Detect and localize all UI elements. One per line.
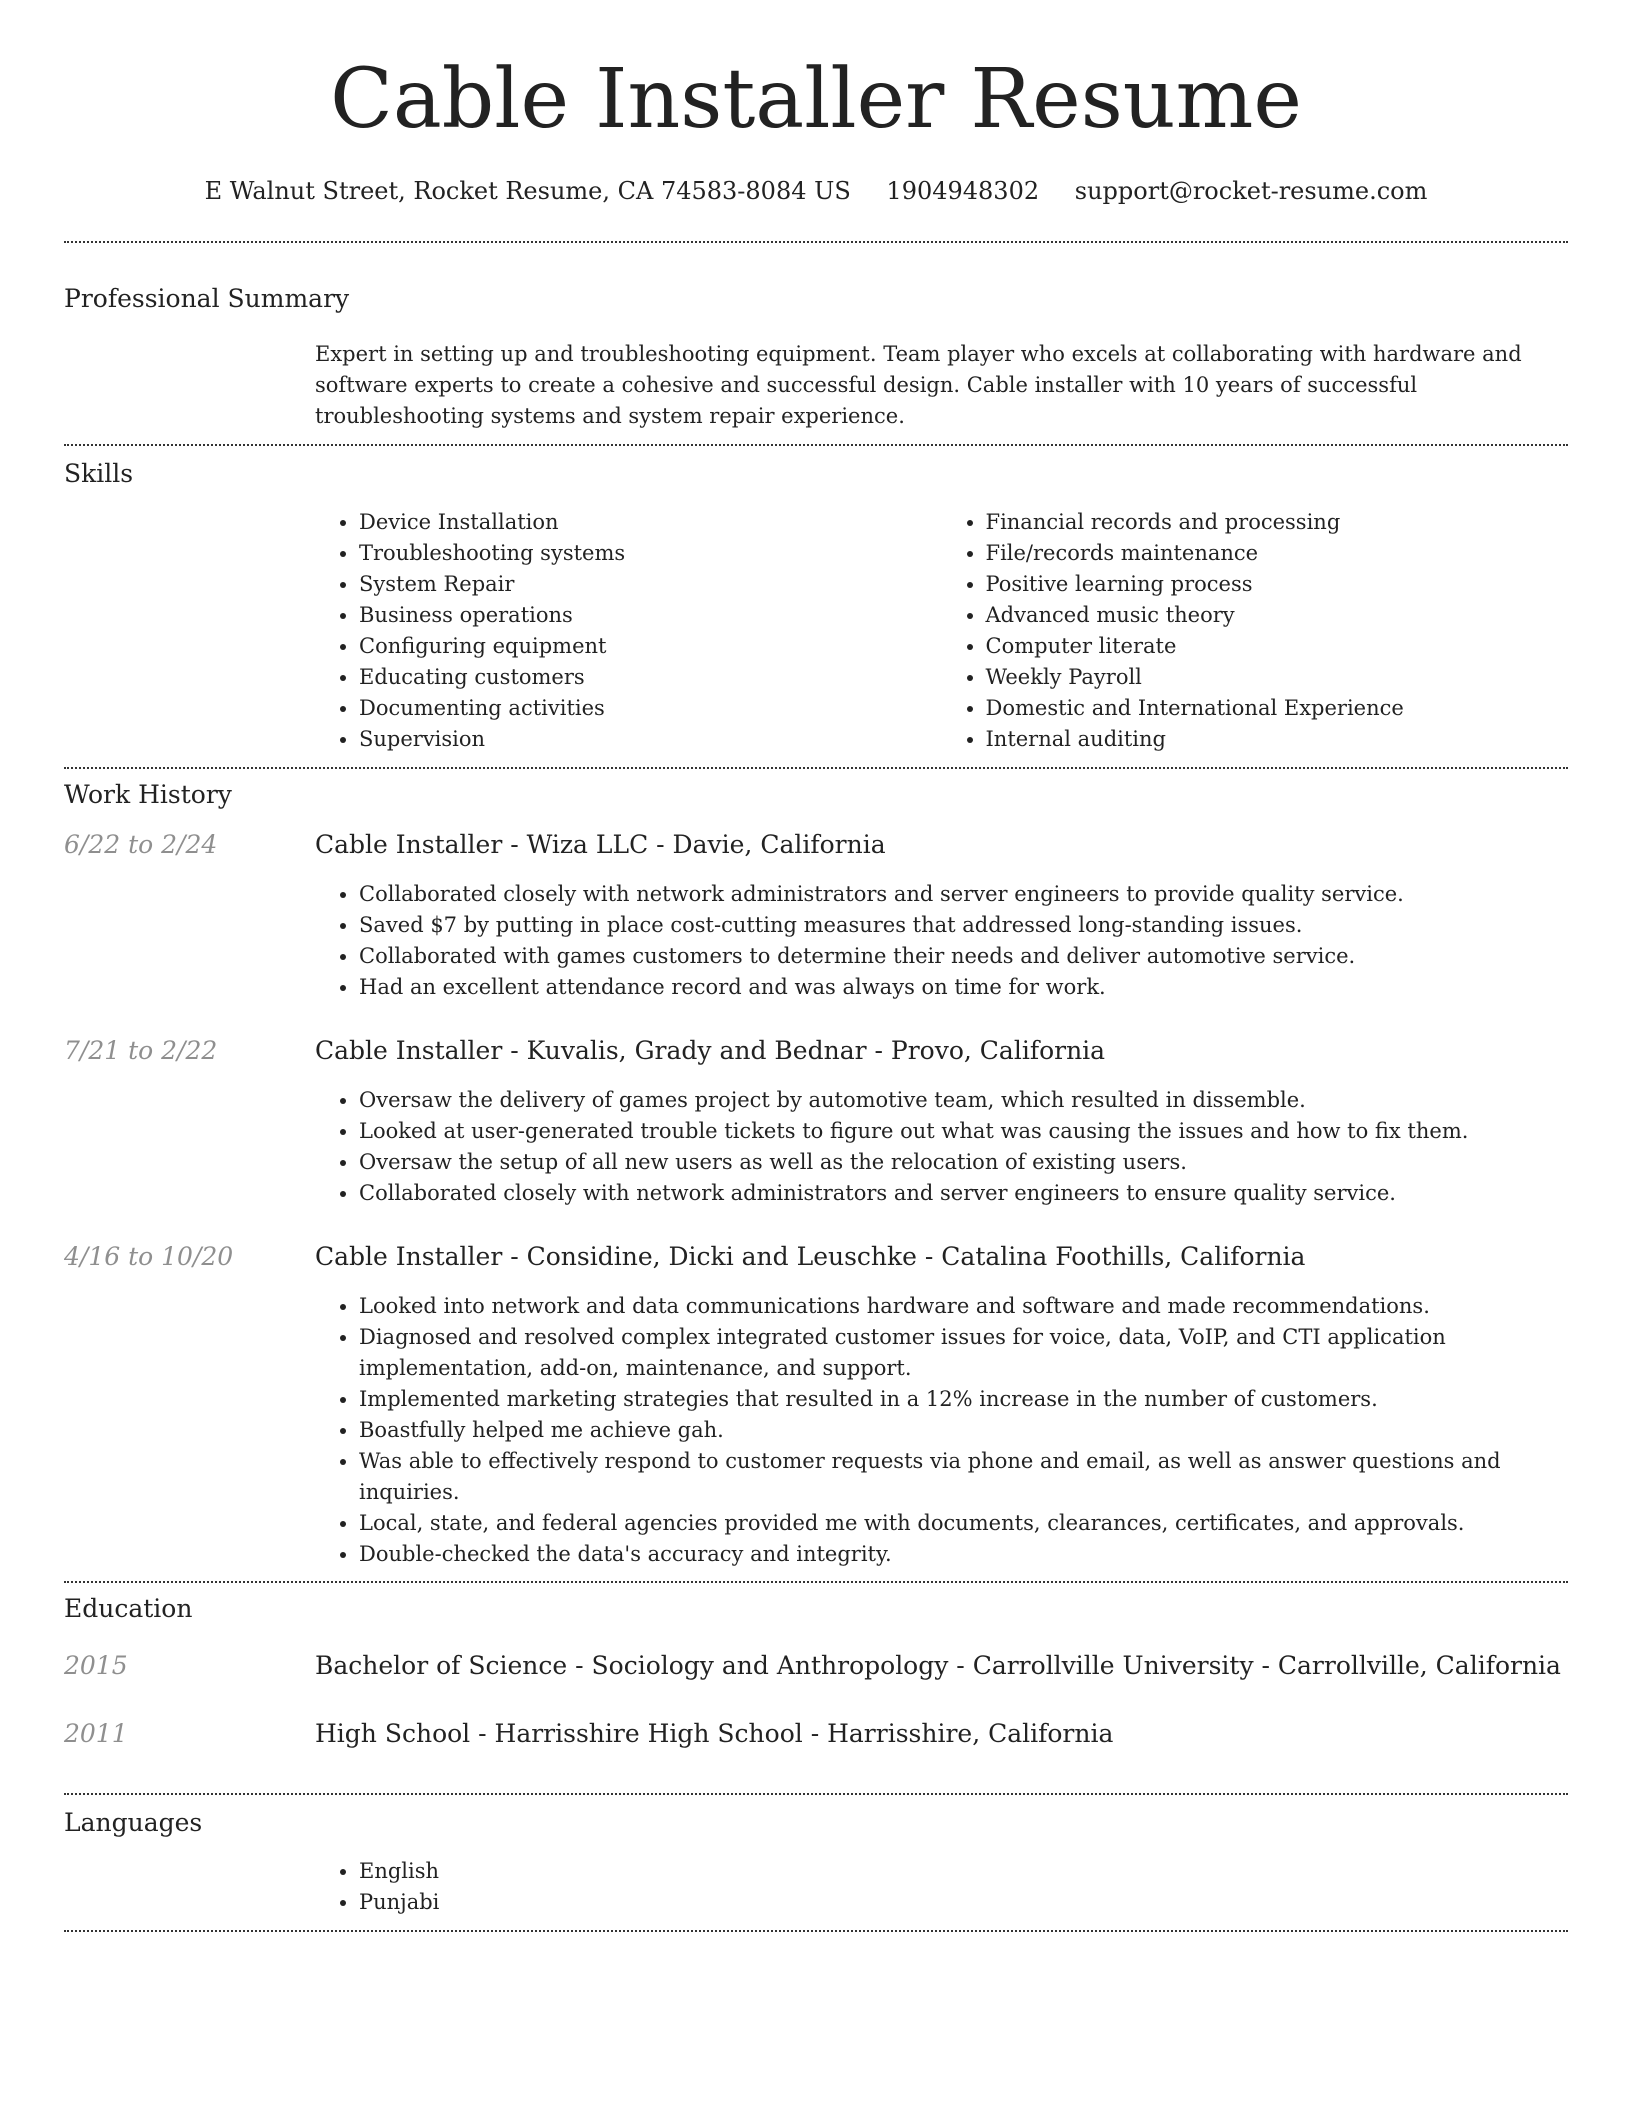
skill-item: • Troubleshooting systems xyxy=(359,538,942,569)
skills-list-right xyxy=(942,507,1569,755)
job-bullets xyxy=(315,879,1568,1003)
skill-item: • Internal auditing xyxy=(986,724,1569,755)
languages-section xyxy=(64,1795,1568,1930)
education-section xyxy=(64,1583,1568,1793)
skill-item: • Financial records and processing xyxy=(986,507,1569,538)
job-body xyxy=(315,1241,1568,1570)
skills-section xyxy=(64,446,1568,767)
education-entry xyxy=(64,1718,1568,1786)
skill-item: • Computer literate xyxy=(986,631,1569,662)
education-title: High School - Harrisshire High School - Harrisshire, California xyxy=(315,1719,1114,1748)
skill-item: • Configuring equipment xyxy=(359,631,942,662)
skills-list-left xyxy=(315,507,942,755)
skill-item: • Weekly Payroll xyxy=(986,662,1569,693)
section-title-work: Work History xyxy=(64,780,232,809)
address: E Walnut Street, Rocket Resume, CA 74583-8084 US xyxy=(204,177,851,205)
job-bullet: • Implemented marketing strategies that resulted in a 12% increase in the number of customers. xyxy=(359,1384,1568,1415)
section-title-skills: Skills xyxy=(64,459,134,488)
skill-item: • Domestic and International Experience xyxy=(986,693,1569,724)
job-title: Cable Installer - Wiza LLC - Davie, California xyxy=(315,830,886,859)
education-year: 2015 xyxy=(64,1651,128,1680)
job-bullet: • Collaborated with games customers to determine their needs and deliver automotive service. xyxy=(359,941,1568,972)
section-title-education: Education xyxy=(64,1594,193,1623)
email: support@rocket-resume.com xyxy=(1074,177,1428,205)
phone: 1904948302 xyxy=(886,177,1040,205)
job-dates: 6/22 to 2/24 xyxy=(64,830,218,859)
jobs-list xyxy=(64,829,1568,1581)
job-bullet: • Collaborated closely with network administrators and server engineers to provide quality service. xyxy=(359,879,1568,910)
job-bullet: • Looked at user-generated trouble tickets to figure out what was causing the issues and how to fix them. xyxy=(359,1116,1568,1147)
job-dates: 7/21 to 2/22 xyxy=(64,1036,218,1065)
section-title-languages: Languages xyxy=(64,1808,203,1837)
skill-item: • Supervision xyxy=(359,724,942,755)
job-dates: 4/16 to 10/20 xyxy=(64,1242,234,1271)
job-body xyxy=(315,829,1568,1003)
job-entry xyxy=(64,829,1568,1003)
contact-line xyxy=(64,176,1568,206)
skill-item: • System Repair xyxy=(359,569,942,600)
skill-item: • Device Installation xyxy=(359,507,942,538)
section-title-summary: Professional Summary xyxy=(64,284,350,313)
skill-item: • Positive learning process xyxy=(986,569,1569,600)
resume-title: Cable Installer Resume xyxy=(330,52,1302,147)
job-entry xyxy=(64,1035,1568,1209)
education-title: Bachelor of Science - Sociology and Anthropology - Carrollville University - Carrollville, California xyxy=(315,1651,1561,1680)
languages-content xyxy=(315,1856,1568,1930)
skill-item: • Educating customers xyxy=(359,662,942,693)
job-bullet: • Saved $7 by putting in place cost-cutting measures that addressed long-standing issues. xyxy=(359,910,1568,941)
skill-item: • File/records maintenance xyxy=(986,538,1569,569)
job-bullet: • Looked into network and data communications hardware and software and made recommendations. xyxy=(359,1291,1568,1322)
job-bullet: • Had an excellent attendance record and was always on time for work. xyxy=(359,972,1568,1003)
language-item: • English xyxy=(359,1856,1568,1887)
job-bullets xyxy=(315,1291,1568,1570)
skill-item: • Business operations xyxy=(359,600,942,631)
work-history-section xyxy=(64,769,1568,1581)
job-body xyxy=(315,1035,1568,1209)
summary-section xyxy=(64,243,1568,444)
job-bullet: • Collaborated closely with network administrators and server engineers to ensure quality service. xyxy=(359,1178,1568,1209)
job-title: Cable Installer - Kuvalis, Grady and Bednar - Provo, California xyxy=(315,1036,1106,1065)
skill-item: • Advanced music theory xyxy=(986,600,1569,631)
summary-text: Expert in setting up and troubleshooting equipment. Team player who excels at collaborating with hardware and software experts to create a cohesive and successful design. Cable installer with 10 years of successful troubleshooting systems and system repair experience. xyxy=(315,342,1522,428)
divider xyxy=(64,1930,1568,1932)
job-bullet: • Double-checked the data's accuracy and integrity. xyxy=(359,1539,1568,1570)
job-bullet: • Local, state, and federal agencies provided me with documents, clearances, certificates, and approvals. xyxy=(359,1508,1568,1539)
job-title: Cable Installer - Considine, Dicki and Leuschke - Catalina Foothills, California xyxy=(315,1242,1306,1271)
skill-item: • Documenting activities xyxy=(359,693,942,724)
skills-columns xyxy=(315,507,1568,767)
job-bullet: • Boastfully helped me achieve gah. xyxy=(359,1415,1568,1446)
job-bullet: • Was able to effectively respond to customer requests via phone and email, as well as answer questions and inquiries. xyxy=(359,1446,1568,1508)
education-year: 2011 xyxy=(64,1719,128,1748)
education-list xyxy=(64,1650,1568,1793)
languages-list xyxy=(315,1856,1568,1918)
job-bullet: • Diagnosed and resolved complex integrated customer issues for voice, data, VoIP, and CTI application implementation, add-on, maintenance, and support. xyxy=(359,1322,1568,1384)
job-entry xyxy=(64,1241,1568,1570)
job-bullet: • Oversaw the delivery of games project by automotive team, which resulted in dissemble. xyxy=(359,1085,1568,1116)
job-bullet: • Oversaw the setup of all new users as well as the relocation of existing users. xyxy=(359,1147,1568,1178)
language-item: • Punjabi xyxy=(359,1887,1568,1918)
education-entry xyxy=(64,1650,1568,1718)
job-bullets xyxy=(315,1085,1568,1209)
